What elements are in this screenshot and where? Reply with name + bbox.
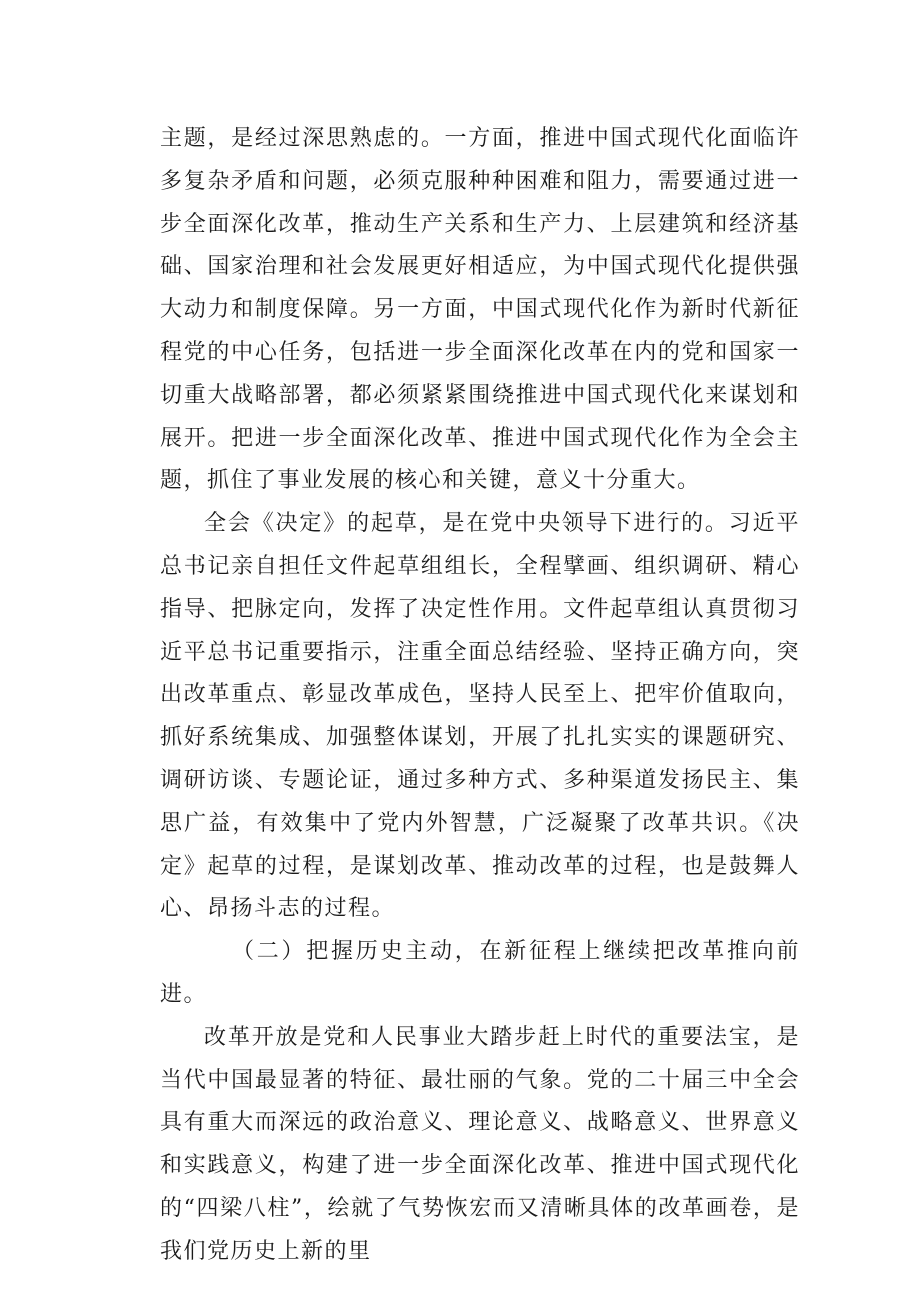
section-heading: （二）把握历史主动，在新征程上继续把改革推向前进。	[160, 939, 800, 1007]
paragraph-continuation: 主题，是经过深思熟虑的。一方面，推进中国式现代化面临许多复杂矛盾和问题，必须克服种种困难和阻力，需要通过进一步全面深化改革，推动生产关系和生产力、上层建筑和经济基础、国家治理和社会发展更好相适应，为中国式现代化提供强大动力和制度保障。另一方面，中国式现代化作为新时代新征程党的中心任务，包括进一步全面深化改革在内的党和国家一切重大战略部署，都必须紧紧围绕推进中国式现代化来谋划和展开。把进一步全面深化改革、推进中国式现代化作为全会主题，抓住了事业发展的核心和关键，意义十分重大。	[160, 126, 800, 494]
document-page	[160, 118, 800, 1274]
paragraph-drafting-process: 全会《决定》的起草，是在党中央领导下进行的。习近平总书记亲自担任文件起草组组长，全程擘画、组织调研、精心指导、把脉定向，发挥了决定性作用。文件起草组认真贯彻习近平总书记重要指示，注重全面总结经验、坚持正确方向，突出改革重点、彰显改革成色，坚持人民至上、把牢价值取向，抓好系统集成、加强整体谋划，开展了扎扎实实的课题研究、调研访谈、专题论证，通过多种方式、多种渠道发扬民主、集思广益，有效集中了党内外智慧，广泛凝聚了改革共识。《决定》起草的过程，是谋划改革、推动改革的过程，也是鼓舞人心、昂扬斗志的过程。	[160, 511, 800, 922]
paragraph-reform-opening: 改革开放是党和人民事业大踏步赶上时代的重要法宝，是当代中国最显著的特征、最壮丽的气象。党的二十届三中全会具有重大而深远的政治意义、理论意义、战略意义、世界意义和实践意义，构建了进一步全面深化改革、推进中国式现代化的“四梁八柱”，绘就了气势恢宏而又清晰具体的改革画卷，是我们党历史上新的里	[160, 1024, 800, 1264]
